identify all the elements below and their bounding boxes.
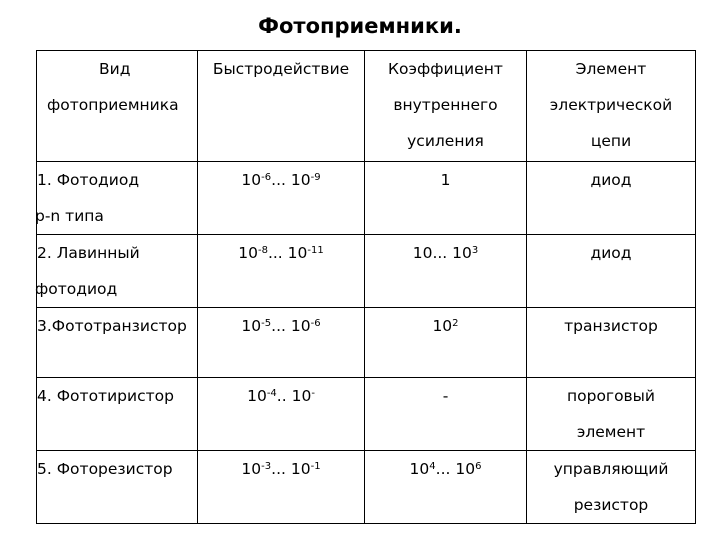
table-row <box>37 308 696 378</box>
cell-type <box>37 235 198 308</box>
speed-a-exp: -8 <box>257 245 268 256</box>
cell-type <box>37 378 198 451</box>
speed-a-exp: -4 <box>266 388 277 399</box>
speed-a-base: 10 <box>241 317 262 335</box>
speed-sep: ... <box>271 171 291 189</box>
cell-speed <box>198 308 365 378</box>
speed-value <box>198 308 364 344</box>
speed-sep: ... <box>271 460 291 478</box>
speed-a-base: 10 <box>241 171 262 189</box>
cell-element-line: резистор <box>573 496 649 514</box>
speed-b-exp: - <box>311 388 315 399</box>
speed-b-base: 10 <box>290 317 311 335</box>
speed-b-base: 10 <box>290 171 311 189</box>
cell-element <box>527 162 696 235</box>
cell-element-line: диод <box>590 244 632 262</box>
speed-sep: ... <box>271 317 291 335</box>
header-speed-line: Быстродействие <box>212 60 350 78</box>
photodetector-table <box>36 50 696 524</box>
gain-base: - <box>442 387 449 405</box>
gain-exp: 2 <box>452 318 459 329</box>
header-gain-line: внутреннего <box>393 96 498 114</box>
table-row <box>37 235 696 308</box>
header-type <box>37 51 198 162</box>
speed-a-exp: -3 <box>261 461 272 472</box>
gain-base: 10 <box>409 460 430 478</box>
cell-speed <box>198 451 365 524</box>
cell-element <box>527 235 696 308</box>
header-element-line: Элемент <box>575 60 647 78</box>
cell-type-line: 2. Лавинный <box>37 244 140 262</box>
speed-b-exp: -9 <box>310 172 321 183</box>
cell-gain <box>365 235 527 308</box>
cell-type <box>37 308 198 378</box>
speed-a-base: 10 <box>241 460 262 478</box>
gain-base-2: ... 10 <box>435 460 476 478</box>
cell-type-line: 4. Фототиристор <box>37 387 174 405</box>
speed-b-base: 10 <box>290 460 311 478</box>
gain-value <box>365 235 526 271</box>
speed-sep: .. <box>276 387 292 405</box>
cell-type-line: 1. Фотодиод <box>37 171 140 189</box>
gain-value <box>365 451 526 487</box>
cell-element <box>527 378 696 451</box>
gain-value <box>365 378 526 414</box>
cell-type-line: 5. Фоторезистор <box>37 460 173 478</box>
speed-b-base: 10 <box>287 244 308 262</box>
table-row <box>37 378 696 451</box>
gain-exp-2: 6 <box>475 461 482 472</box>
header-element-line: электрической <box>549 96 673 114</box>
speed-b-base: 10 <box>291 387 312 405</box>
header-element <box>527 51 696 162</box>
header-type-line: Вид <box>99 60 131 78</box>
cell-element-line: пороговый <box>566 387 655 405</box>
speed-a-exp: -5 <box>261 318 272 329</box>
table-row <box>37 162 696 235</box>
cell-type <box>37 162 198 235</box>
gain-value <box>365 308 526 344</box>
speed-a-exp: -6 <box>261 172 272 183</box>
gain-exp: 4 <box>429 461 436 472</box>
page-title: Фотоприемники. <box>258 14 462 38</box>
table-row <box>37 451 696 524</box>
cell-gain <box>365 162 527 235</box>
cell-element <box>527 308 696 378</box>
cell-type <box>37 451 198 524</box>
cell-element-line: управляющий <box>553 460 669 478</box>
cell-gain <box>365 308 527 378</box>
cell-type-line: p-n типа <box>35 207 104 225</box>
cell-speed <box>198 235 365 308</box>
cell-type-line: 3.Фототранзистор <box>37 317 187 335</box>
cell-element-line: транзистор <box>564 317 658 335</box>
cell-gain <box>365 378 527 451</box>
table-header-row <box>37 51 696 162</box>
gain-base: 1 <box>440 171 451 189</box>
speed-b-exp: -1 <box>310 461 321 472</box>
speed-b-exp: -11 <box>307 245 324 256</box>
speed-a-base: 10 <box>238 244 258 262</box>
cell-element <box>527 451 696 524</box>
gain-exp: 3 <box>471 245 479 256</box>
cell-type-line: фотодиод <box>35 280 118 298</box>
header-gain-line: усиления <box>407 132 484 150</box>
cell-element-line: элемент <box>576 423 646 441</box>
gain-value <box>365 162 526 198</box>
speed-value <box>198 235 364 271</box>
header-gain <box>365 51 527 162</box>
header-gain-line: Коэффициент <box>388 60 503 78</box>
speed-a-base: 10 <box>247 387 267 405</box>
speed-value <box>198 162 364 198</box>
cell-element-line: диод <box>590 171 632 189</box>
gain-base: 10 <box>432 317 453 335</box>
speed-value <box>198 378 364 414</box>
header-type-line: фотоприемника <box>47 96 179 114</box>
speed-value <box>198 451 364 487</box>
header-element-line: цепи <box>590 132 632 150</box>
cell-gain <box>365 451 527 524</box>
cell-speed <box>198 378 365 451</box>
header-speed <box>198 51 365 162</box>
speed-sep: ... <box>267 244 288 262</box>
speed-b-exp: -6 <box>310 318 321 329</box>
cell-speed <box>198 162 365 235</box>
gain-base: 10... 10 <box>412 244 472 262</box>
